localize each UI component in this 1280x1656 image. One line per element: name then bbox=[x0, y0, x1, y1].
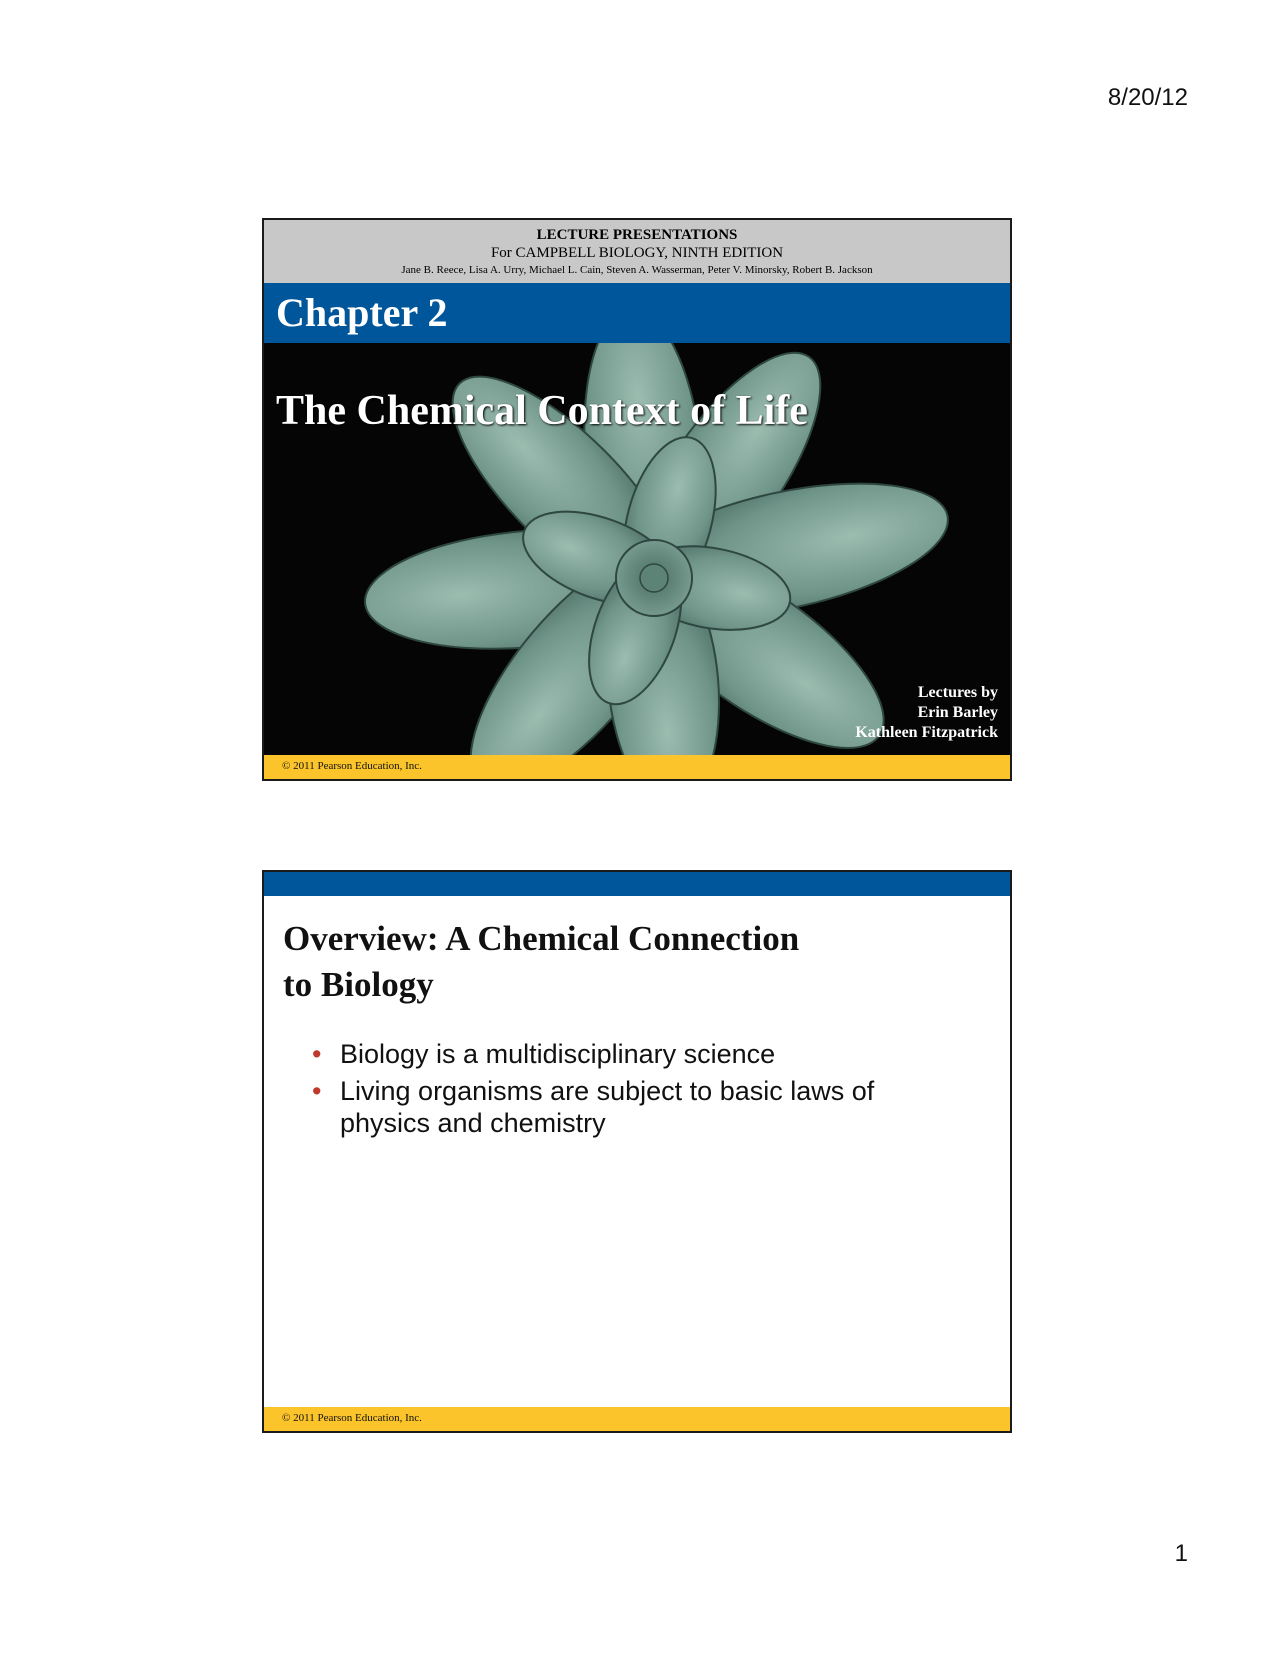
header-book-title: For CAMPBELL BIOLOGY, NINTH EDITION bbox=[490, 245, 784, 261]
page-number: 1 bbox=[1174, 1540, 1188, 1567]
bullet-item bbox=[312, 1038, 962, 1070]
copyright-text: © 2011 Pearson Education, Inc. bbox=[282, 760, 422, 772]
lecture-credits bbox=[855, 683, 998, 743]
title-line: Overview: A Chemical Connection bbox=[283, 919, 800, 958]
chapter-label: Chapter 2 bbox=[276, 290, 448, 335]
bullet-item bbox=[312, 1075, 962, 1139]
slide-header bbox=[264, 220, 1010, 283]
slide-footer bbox=[264, 1407, 1010, 1431]
title-slide bbox=[262, 218, 1012, 781]
bullet-list bbox=[312, 1038, 962, 1144]
page-date: 8/20/12 bbox=[1107, 84, 1188, 111]
slide-footer bbox=[264, 755, 1010, 779]
bullet-icon: • bbox=[312, 1039, 322, 1069]
copyright-text: © 2011 Pearson Education, Inc. bbox=[282, 1412, 422, 1424]
credits-line: Lectures by bbox=[917, 684, 998, 701]
overview-slide bbox=[262, 870, 1012, 1433]
bullet-text: Living organisms are subject to basic laws of physics and chemistry bbox=[340, 1076, 875, 1138]
header-series-title: LECTURE PRESENTATIONS bbox=[536, 227, 738, 243]
credits-line: Kathleen Fitzpatrick bbox=[855, 724, 998, 741]
chapter-bar bbox=[264, 283, 1010, 343]
slide-title: The Chemical Context of Life bbox=[276, 388, 808, 434]
header-authors: Jane B. Reece, Lisa A. Urry, Michael L. Cain, Steven A. Wasserman, Peter V. Minorsky, Robert B. Jackson bbox=[401, 264, 873, 276]
credits-line: Erin Barley bbox=[917, 704, 998, 721]
slide-top-bar bbox=[264, 872, 1010, 896]
bullet-icon: • bbox=[312, 1076, 322, 1106]
succulent-photo bbox=[264, 343, 1010, 756]
slide-title bbox=[283, 916, 923, 1008]
bullet-text: Biology is a multidisciplinary science bbox=[340, 1039, 776, 1069]
title-line: to Biology bbox=[283, 965, 434, 1004]
